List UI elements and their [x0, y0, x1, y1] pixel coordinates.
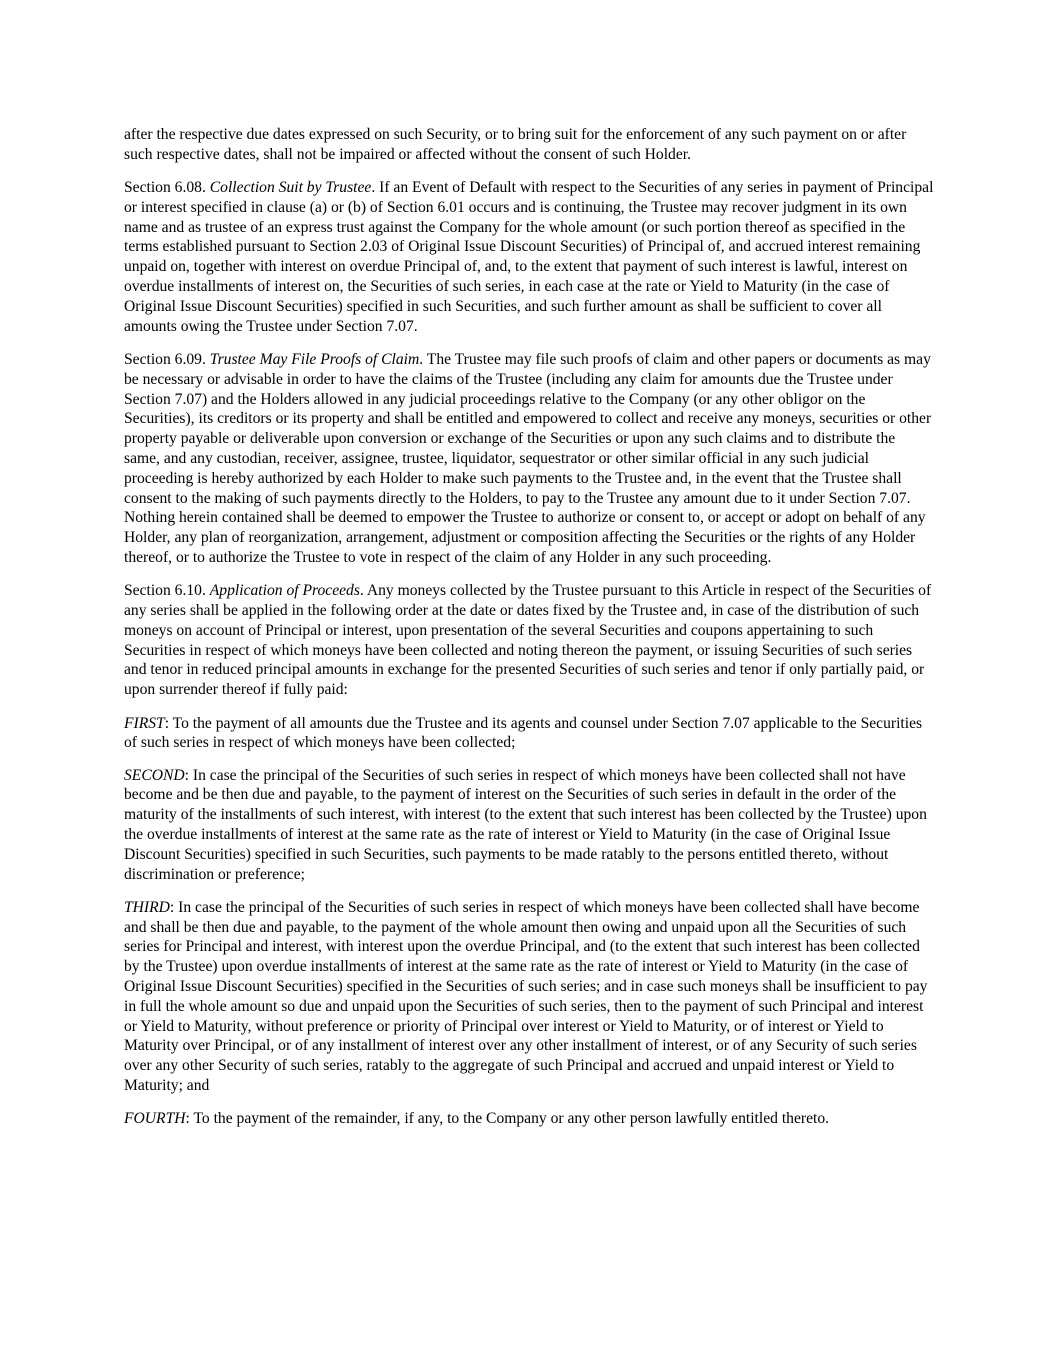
priority-body: : In case the principal of the Securities of such series in respect of which moneys have been collected shall not have become and be then due and payable, to the payment of interest on the Securities of such series in default in the order of the maturity of the installments of such interest, with interest (to the extent that such interest has been collected by the Trustee) upon the overdue installments of interest at the same rate as the rate of interest or Yield to Maturity (in the case of Original Issue Discount Securities) specified in such Securities, such payments to be made ratably to the persons entitled thereto, without discrimination or preference; — [124, 766, 927, 883]
section-title: Application of Proceeds — [209, 582, 360, 600]
continuation-paragraph — [124, 125, 934, 165]
section-6-10-paragraph — [124, 581, 934, 700]
priority-body: : To the payment of the remainder, if any, to the Company or any other person lawfully entitled thereto. — [185, 1110, 830, 1128]
section-title: Collection Suit by Trustee — [209, 179, 372, 197]
priority-body: : To the payment of all amounts due the Trustee and its agents and counsel under Section 7.07 applicable to the Securities of such series in respect of which moneys have been collected; — [124, 714, 923, 752]
priority-label: THIRD — [124, 898, 170, 916]
priority-third-paragraph — [124, 898, 934, 1096]
section-number: Section 6.09. — [124, 350, 206, 368]
section-number: Section 6.08. — [124, 179, 206, 197]
priority-second-paragraph — [124, 766, 934, 885]
priority-label: FOURTH — [124, 1110, 186, 1128]
priority-first-paragraph — [124, 714, 934, 754]
section-body: . The Trustee may file such proofs of claim and other papers or documents as may be necessary or advisable in order to have the claims of the Trustee (including any claim for amounts due the Trustee under Section 7.07) and the Holders allowed in any judicial proceedings relative to the Company (or any other obligor on the Securities), its creditors or its property and shall be entitled and empowered to collect and receive any moneys, securities or other property payable or deliverable upon conversion or exchange of the Securities or upon any such claims and to distribute the same, and any custodian, receiver, assignee, trustee, liquidator, sequestrator or other similar official in any such judicial proceeding is hereby authorized by each Holder to make such payments to the Trustee and, in the event that the Trustee shall consent to the making of such payments directly to the Holders, to pay to the Trustee any amount due to it under Section 7.07. Nothing herein contained shall be deemed to empower the Trustee to authorize or consent to, or accept or adopt on behalf of any Holder, any plan of reorganization, arrangement, adjustment or composition affecting the Securities or the rights of any Holder thereof, or to authorize the Trustee to vote in respect of the claim of any Holder in any such proceeding. — [124, 350, 932, 566]
priority-body: : In case the principal of the Securities of such series in respect of which moneys have been collected shall have become and shall be then due and payable, to the payment of the whole amount then owing and unpaid upon all the Securities of such series for Principal and interest, with interest upon the overdue Principal, and (to the extent that such interest has been collected by the Trustee) upon overdue installments of interest at the same rate as the rate of interest or Yield to Maturity (in the case of Original Issue Discount Securities) specified in the Securities of such series; and in case such moneys shall be insufficient to pay in full the whole amount so due and unpaid upon the Securities of such series, then to the payment of such Principal and interest or Yield to Maturity, without preference or priority of Principal over interest or Yield to Maturity, or of interest or Yield to Maturity over Principal, or of any installment of interest over any other installment of interest, or of any Security of such series over any other Security of such series, ratably to the aggregate of such Principal and accrued and unpaid interest or Yield to Maturity; and — [124, 898, 928, 1095]
section-body: . If an Event of Default with respect to the Securities of any series in payment of Principal or interest specified in clause (a) or (b) of Section 6.01 occurs and is continuing, the Trustee may recover judgment in its own name and as trustee of an express trust against the Company for the whole amount (or such portion thereof as specified in the terms established pursuant to Section 2.03 of Original Issue Discount Securities) of Principal of, and accrued interest remaining unpaid on, together with interest on overdue Principal of, and, to the extent that payment of such interest is lawful, interest on overdue installments of interest on, the Securities of such series, in each case at the rate or Yield to Maturity (in the case of Original Issue Discount Securities) specified in such Securities, and such further amount as shall be sufficient to cover all amounts owing the Trustee under Section 7.07. — [124, 179, 934, 335]
section-6-08-paragraph — [124, 178, 934, 336]
section-body: . Any moneys collected by the Trustee pursuant to this Article in respect of the Securities of any series shall be applied in the following order at the date or dates fixed by the Trustee and, in case of the distribution of such moneys on account of Principal or interest, upon presentation of the several Securities and coupons appertaining to such Securities in respect of which moneys have been collected and noting thereon the payment, or issuing Securities of such series and tenor in reduced principal amounts in exchange for the presented Securities of such series and tenor if only partially paid, or upon surrender thereof if fully paid: — [124, 582, 932, 699]
section-title: Trustee May File Proofs of Claim — [209, 350, 420, 368]
section-number: Section 6.10. — [124, 582, 206, 600]
section-6-09-paragraph — [124, 350, 934, 568]
priority-fourth-paragraph — [124, 1109, 934, 1129]
priority-label: FIRST — [124, 714, 165, 732]
priority-label: SECOND — [124, 766, 185, 784]
document-page — [124, 125, 934, 1143]
continuation-text: after the respective due dates expressed on such Security, or to bring suit for the enforcement of any such payment on or after such respective dates, shall not be impaired or affected without the consent of such Holder. — [124, 126, 907, 163]
